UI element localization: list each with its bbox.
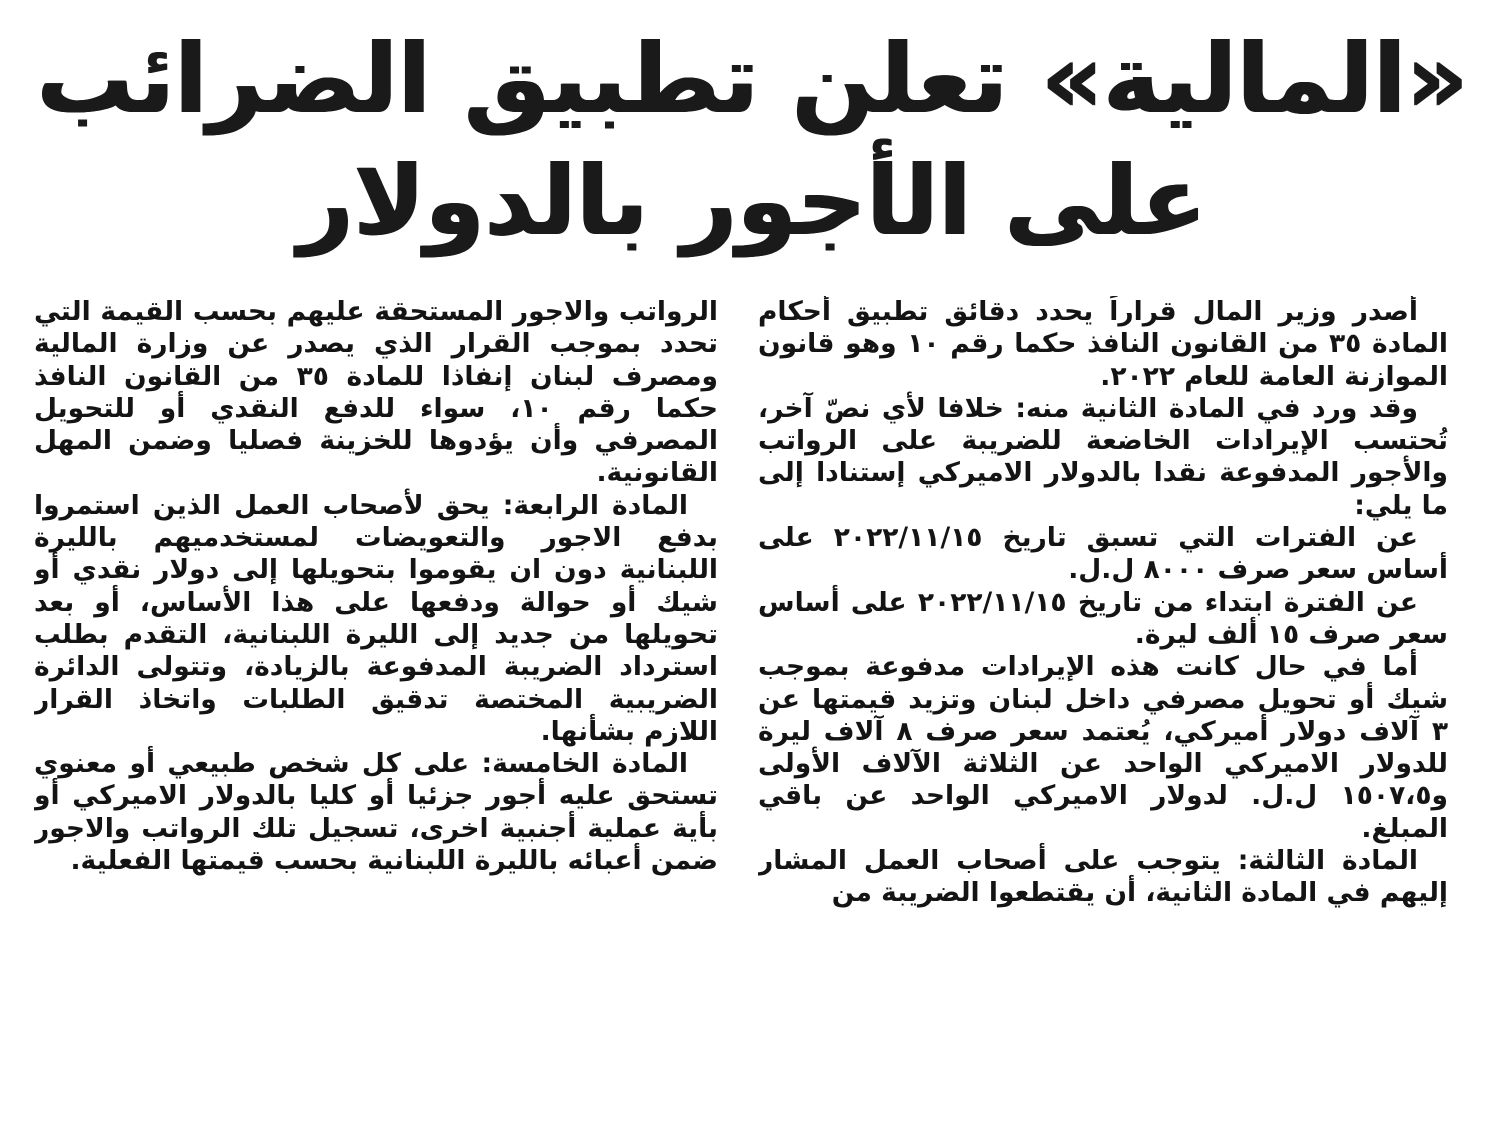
paragraph-article-four: المادة الرابعة: يحق لأصحاب العمل الذين استمروا بدفع الاجور والتعويضات لمستخدميهم بالليرة اللبنانية دون ان يقوموا بتحويلها إلى دولار نقدي أو شيك أو حوالة ودفعها على هذا الأساس، أو بعد تحويلها من جديد إلى الليرة اللبنانية، التقدم بطلب استرداد الضريبة المدفوعة بالزيادة، وتتولى الدائرة الضريبية المختصة تدقيق الطلبات واتخاذ القرار اللازم بشأنها. xyxy=(34,489,718,747)
paragraph-period-before: عن الفترات التي تسبق تاريخ ٢٠٢٢/١١/١٥ على أساس سعر صرف ٨٠٠٠ ل.ل. xyxy=(758,522,1448,586)
paragraph-intro: أصدر وزير المال قراراً يحدد دقائق تطبيق أحكام المادة ٣٥ من القانون النافذ حكما رقم ١٠ وهو قانون الموازنة العامة للعام ٢٠٢٢. xyxy=(758,296,1448,392)
paragraph-article-five: المادة الخامسة: على كل شخص طبيعي أو معنوي تستحق عليه أجور جزئيا أو كليا بالدولار الاميركي أو بأية عملية أجنبية اخرى، تسجيل تلك الرواتب والاجور ضمن أعبائه بالليرة اللبنانية بحسب قيمتها الفعلية. xyxy=(34,748,718,877)
article-column-left xyxy=(34,296,718,1126)
paragraph-bank-transfer: أما في حال كانت هذه الإيرادات مدفوعة بموجب شيك أو تحويل مصرفي داخل لبنان وتزيد قيمتها عن ٣ آلاف دولار أميركي، يُعتمد سعر صرف ٨ آلاف ليرة للدولار الاميركي الواحد عن الثلاثة الآلاف الأولى و١٥٠٧،٥ ل.ل. لدولار الاميركي الواحد عن باقي المبلغ. xyxy=(758,651,1448,844)
paragraph-period-after: عن الفترة ابتداء من تاريخ ٢٠٢٢/١١/١٥ على أساس سعر صرف ١٥ ألف ليرة. xyxy=(758,586,1448,650)
headline-line-2: على الأجور بالدولار xyxy=(298,145,1207,257)
article-column-right xyxy=(758,296,1448,1126)
headline xyxy=(0,18,1505,262)
headline-line-1: «المالية» تعلن تطبيق الضرائب xyxy=(36,23,1469,135)
paragraph-article-three: المادة الثالثة: يتوجب على أصحاب العمل المشار إليهم في المادة الثانية، أن يقتطعوا الضريبة من xyxy=(758,845,1448,909)
paragraph-article-three-continued: الرواتب والاجور المستحقة عليهم بحسب القيمة التي تحدد بموجب القرار الذي يصدر عن وزارة المالية ومصرف لبنان إنفاذا للمادة ٣٥ من القانون النافذ حكما رقم ١٠، سواء للدفع النقدي أو للتحويل المصرفي وأن يؤدوها للخزينة فصليا وضمن المهل القانونية. xyxy=(34,296,718,489)
paragraph-article-two: وقد ورد في المادة الثانية منه: خلافا لأي نصّ آخر، تُحتسب الإيرادات الخاضعة للضريبة على الرواتب والأجور المدفوعة نقدا بالدولار الاميركي إستنادا إلى ما يلي: xyxy=(758,392,1448,521)
